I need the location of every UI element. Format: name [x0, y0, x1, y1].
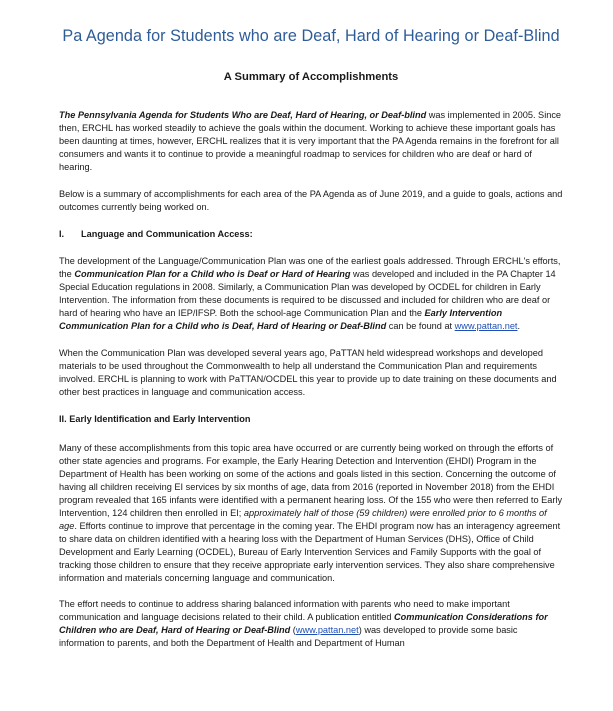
- section-2-heading: II. Early Identification and Early Intervention: [59, 414, 251, 424]
- enrollment-note: approximately half of those (59 children) were enrolled prior to 6 months of age: [59, 508, 547, 531]
- text-run: The effort needs to continue to address sharing balanced information with parents who need to make important communication and language decisions related to their child. A publication entitled: [59, 599, 510, 622]
- section-2-paragraph-2: [59, 598, 563, 650]
- text-run: (: [290, 625, 296, 635]
- document-title: Pa Agenda for Students who are Deaf, Hard of Hearing or Deaf-Blind: [62, 27, 560, 45]
- text-run: can be found at: [386, 321, 455, 331]
- text-run: Many of these accomplishments from this topic area have occurred or are currently being worked on through the efforts of other state agencies and programs. For example, the Early Hearing Detection and Intervention (EHDI) Program in the Department of Health has been working on some of the actions and goals listed in this section. Concerning the outcome of having all children receiving EI services by six months of age, data from 2016 (reported in November 2018) from the EHDI program revealed that 165 infants were identified with a permanent hearing loss. Of the 155 who were then referred to Early Intervention, 124 children then enrolled in EI;: [59, 443, 563, 518]
- text-run: The development of the Language/Communication Plan was one of the earliest goals addressed. Through ERCHL's efforts, the: [59, 256, 561, 279]
- text-run: .: [517, 321, 521, 331]
- summary-heading: A Summary of Accomplishments: [223, 71, 399, 83]
- text-run: was developed and included in the PA Chapter 14 Special Education regulations in 2008. Similarly, a Communication Plan was developed by OCDEL for children in Early Intervention. The information from these documents is required to be discussed and included for children who are deaf or hard of hearing who have an IEP/IFSP. Both the school-age Communication Plan and the: [59, 269, 556, 318]
- intro-text: was implemented in 2005. Since then, ERCHL has worked steadily to achieve the goals within the document. Working to achieve these important goals has been daunting at times, however, ERCHL realizes that it is very important that the PA Agenda remains in the forefront for all consumers and wants it to continue to provide a meaningful roadmap to services for children who are deaf or hard of hearing.: [59, 110, 562, 172]
- communication-plan-title: Communication Plan for a Child who is Deaf or Hard of Hearing: [74, 269, 351, 279]
- agenda-name: The Pennsylvania Agenda for Students Who are Deaf, Hard of Hearing, or Deaf-blind: [59, 110, 427, 120]
- summary-paragraph: Below is a summary of accomplishments for each area of the PA Agenda as of June 2019, and a guide to goals, actions and outcomes currently being worked on.: [59, 189, 563, 212]
- communication-considerations-title: Communication Considerations for Children who are Deaf, Hard of Hearing or Deaf-Blind: [59, 612, 548, 635]
- section-1-number: I.: [59, 229, 65, 239]
- pattan-link[interactable]: www.pattan.net: [454, 321, 518, 331]
- text-run: . Efforts continue to improve that percentage in the coming year. The EHDI program now has an interagency agreement to share data on children identified with a hearing loss with the Department of Human Services (DHS), Office of Child Development and Early Learning (OCDEL), Bureau of Early Intervention Services and Family Supports with the goal of tracking those children to ensure that they receive appropriate early intervention services. They also share comprehensive information and materials concerning language and communication.: [59, 521, 561, 583]
- section-1-heading: [59, 228, 563, 241]
- section-1-paragraph-2: When the Communication Plan was developed several years ago, PaTTAN held widespread workshops and developed materials to be used throughout the Commonwealth to help all understand the Communication Plan and requirements involved. ERCHL is planning to work with PaTTAN/OCDEL this year to provide up to date training on these documents and other best practices in language and communication access.: [59, 348, 557, 397]
- section-1-paragraph-1: [59, 255, 563, 333]
- intro-paragraph: [59, 109, 563, 174]
- ei-communication-plan-title: Early Intervention Communication Plan for a Child who is Deaf, Hard of Hearing or Deaf-Blind: [59, 308, 503, 331]
- pattan-link[interactable]: www.pattan.net: [295, 625, 359, 635]
- section-1-title: Language and Communication Access:: [81, 229, 253, 239]
- text-run: ) was developed to provide some basic information to parents, and both the Department of Health and Department of Human: [59, 625, 518, 648]
- section-2-paragraph-1: [59, 442, 563, 585]
